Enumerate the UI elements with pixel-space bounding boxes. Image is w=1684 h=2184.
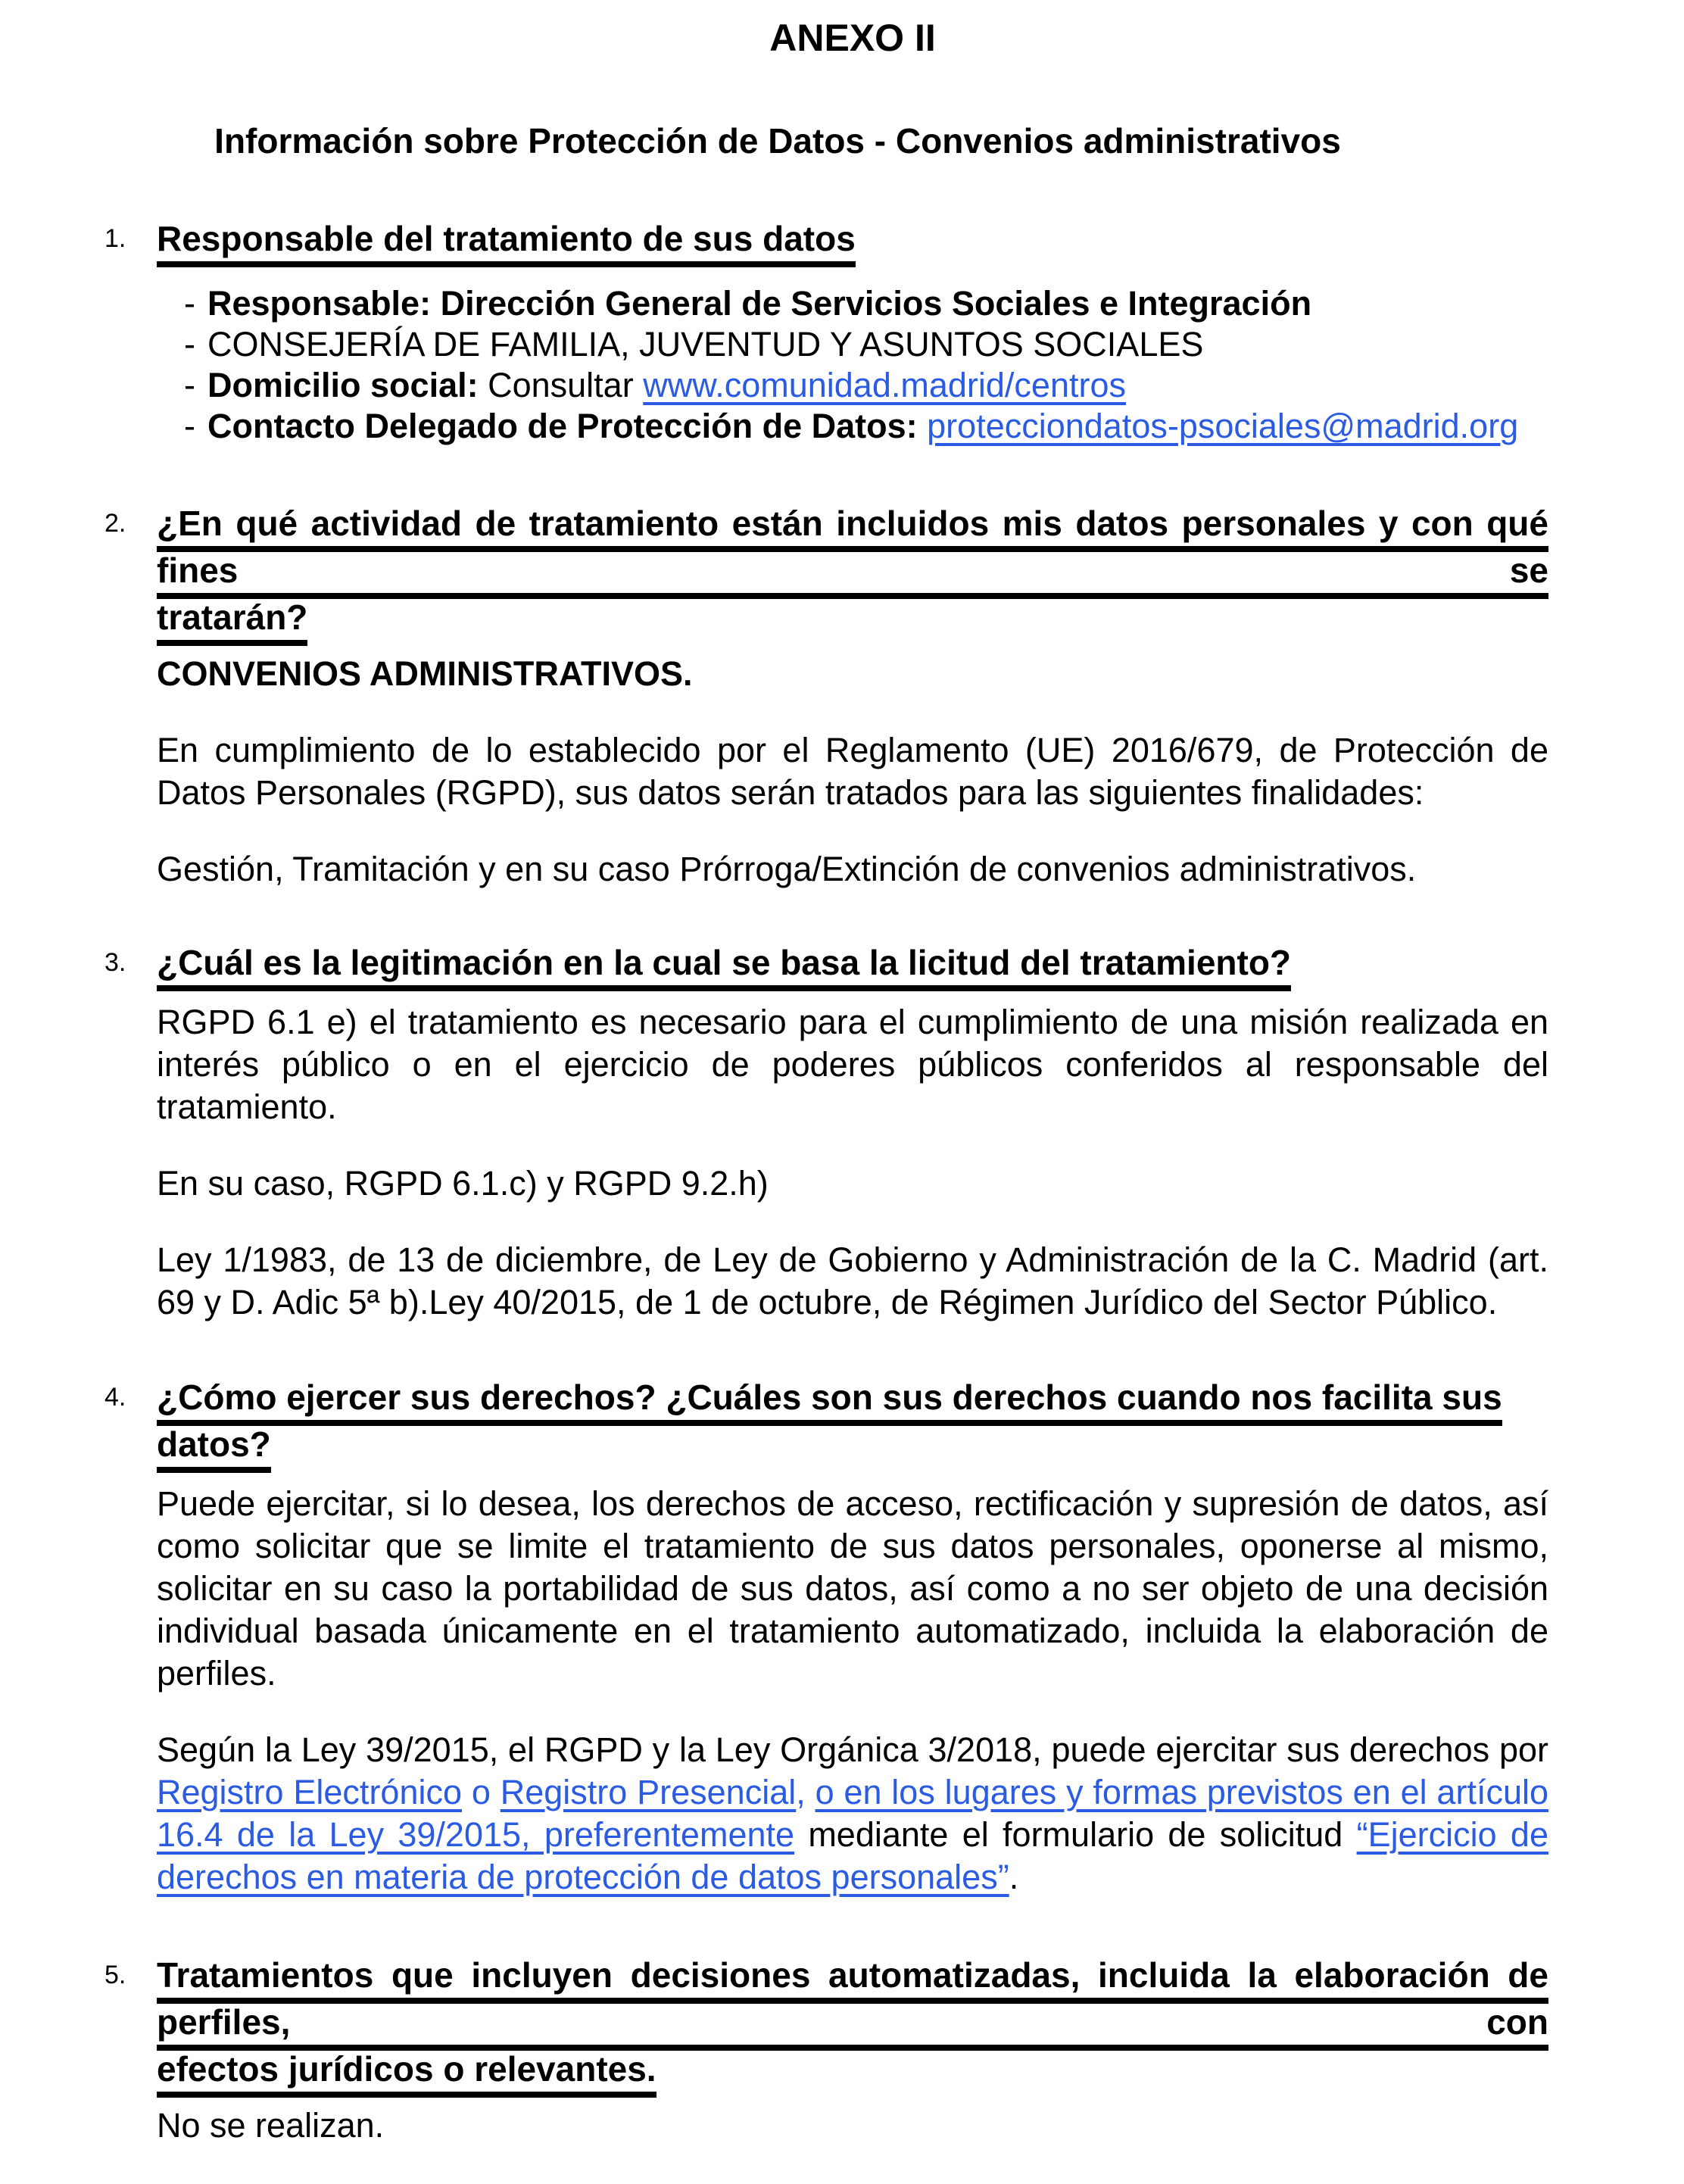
paragraph-cumplimiento: En cumplimiento de lo establecido por el Reglamento (UE) 2016/679, de Protección de Datos Personales (RGPD), sus datos serán tratados para las siguientes finalidades: [157,731,1548,812]
section-number: 4. [104,1383,126,1412]
section-heading-text: ¿Cuál es la legitimación en la cual se basa la licitud del tratamiento? [157,943,1291,991]
section-ejercer-derechos [104,1374,1548,1899]
list-item-domicilio [157,365,1548,406]
final-period-text: . [1009,1858,1019,1896]
section-heading-text-line1: ¿En qué actividad de tratamiento están incluidos mis datos personales y con qué fines se [157,504,1548,599]
connector-o-text: o [462,1773,501,1811]
list-item-consejeria [157,324,1548,365]
section-heading-text: ¿Cómo ejercer sus derechos? ¿Cuáles son sus derechos cuando nos facilita sus datos? [157,1377,1502,1473]
section-heading [104,1952,1548,2092]
articulo-16-4-link[interactable]: o en los lugares y formas previstos en el artículo 16.4 de la Ley 39/2015, preferentemente [157,1773,1548,1854]
responsable-text: Responsable: Dirección General de Servicios Sociales e Integración [207,284,1312,323]
list-item-responsable [157,283,1548,324]
document-title: ANEXO II [769,17,936,59]
paragraph-segun-ley [157,1729,1548,1899]
list-item-contacto-dpd [157,406,1548,447]
dash-bullet: - [184,325,195,363]
paragraph-no-se-realizan: No se realizan. [157,2106,385,2145]
responsable-list [157,283,1548,447]
section-responsable [104,215,1548,447]
section-heading-text-line2: efectos jurídicos o relevantes. [157,2049,656,2098]
comma-text: , [796,1773,815,1811]
dash-bullet: - [184,407,195,445]
document-content [104,0,1548,2181]
section-heading [104,215,1548,262]
registro-presencial-link[interactable]: Registro Presencial [500,1773,797,1811]
paragraph-en-su-caso: En su caso, RGPD 6.1.c) y RGPD 9.2.h) [157,1164,769,1203]
centros-link[interactable]: www.comunidad.madrid/centros [643,366,1126,404]
dash-bullet: - [184,366,195,404]
dpd-email-link[interactable]: protecciondatos-psociales@madrid.org [927,407,1519,445]
contacto-dpd-label: Contacto Delegado de Protección de Datos: [207,407,928,445]
ejercicio-derechos-link[interactable]: “Ejercicio de derechos en materia de protección de datos personales” [157,1815,1548,1896]
section-heading [104,939,1548,986]
paragraph-convenios-administrativos: CONVENIOS ADMINISTRATIVOS. [157,654,693,693]
domicilio-mid-text: Consultar [478,366,644,404]
section-heading-text: Responsable del tratamiento de sus datos [157,219,856,267]
section-number: 3. [104,948,126,977]
section-number: 5. [104,1961,126,1989]
section-actividad-tratamiento [104,500,1548,891]
domicilio-label: Domicilio social: [207,366,479,404]
section-legitimacion [104,939,1548,1324]
segun-ley-text: Según la Ley 39/2015, el RGPD y la Ley Orgánica 3/2018, puede ejercitar sus derechos por [157,1730,1548,1769]
section-heading [104,500,1548,641]
section-heading-text-line2: tratarán? [157,597,307,646]
dash-bullet: - [184,284,195,323]
section-number: 1. [104,224,126,253]
document-subtitle: Información sobre Protección de Datos - Convenios administrativos [214,121,1341,161]
paragraph-ley-1983: Ley 1/1983, de 13 de diciembre, de Ley de Gobierno y Administración de la C. Madrid (art. 69 y D. Adic 5ª b).Ley 40/2015, de 1 de octubre, de Régimen Jurídico del Sector Público. [157,1240,1548,1321]
paragraph-gestion: Gestión, Tramitación y en su caso Prórroga/Extinción de convenios administrativos. [157,850,1417,888]
mediante-formulario-text: mediante el formulario de solicitud [794,1815,1357,1854]
section-number: 2. [104,509,126,538]
paragraph-puede-ejercitar: Puede ejercitar, si lo desea, los derechos de acceso, rectificación y supresión de datos, así como solicitar que se limite el tratamiento de sus datos personales, oponerse al mismo, solicitar en su caso la portabilidad de sus datos, así como a no ser objeto de una decisión individual basada únicamente en el tratamiento automatizado, incluida la elaboración de perfiles. [157,1484,1548,1693]
section-heading [104,1374,1548,1468]
section-decisiones-automatizadas [104,1952,1548,2147]
section-heading-text-line1: Tratamientos que incluyen decisiones automatizadas, incluida la elaboración de perfiles, con [157,1955,1548,2051]
paragraph-rgpd-61e: RGPD 6.1 e) el tratamiento es necesario para el cumplimiento de una misión realizada en interés público o en el ejercicio de poderes públicos conferidos al responsable del tratamiento. [157,1003,1548,1126]
registro-electronico-link[interactable]: Registro Electrónico [157,1773,463,1811]
consejeria-text: CONSEJERÍA DE FAMILIA, JUVENTUD Y ASUNTOS SOCIALES [207,325,1204,363]
